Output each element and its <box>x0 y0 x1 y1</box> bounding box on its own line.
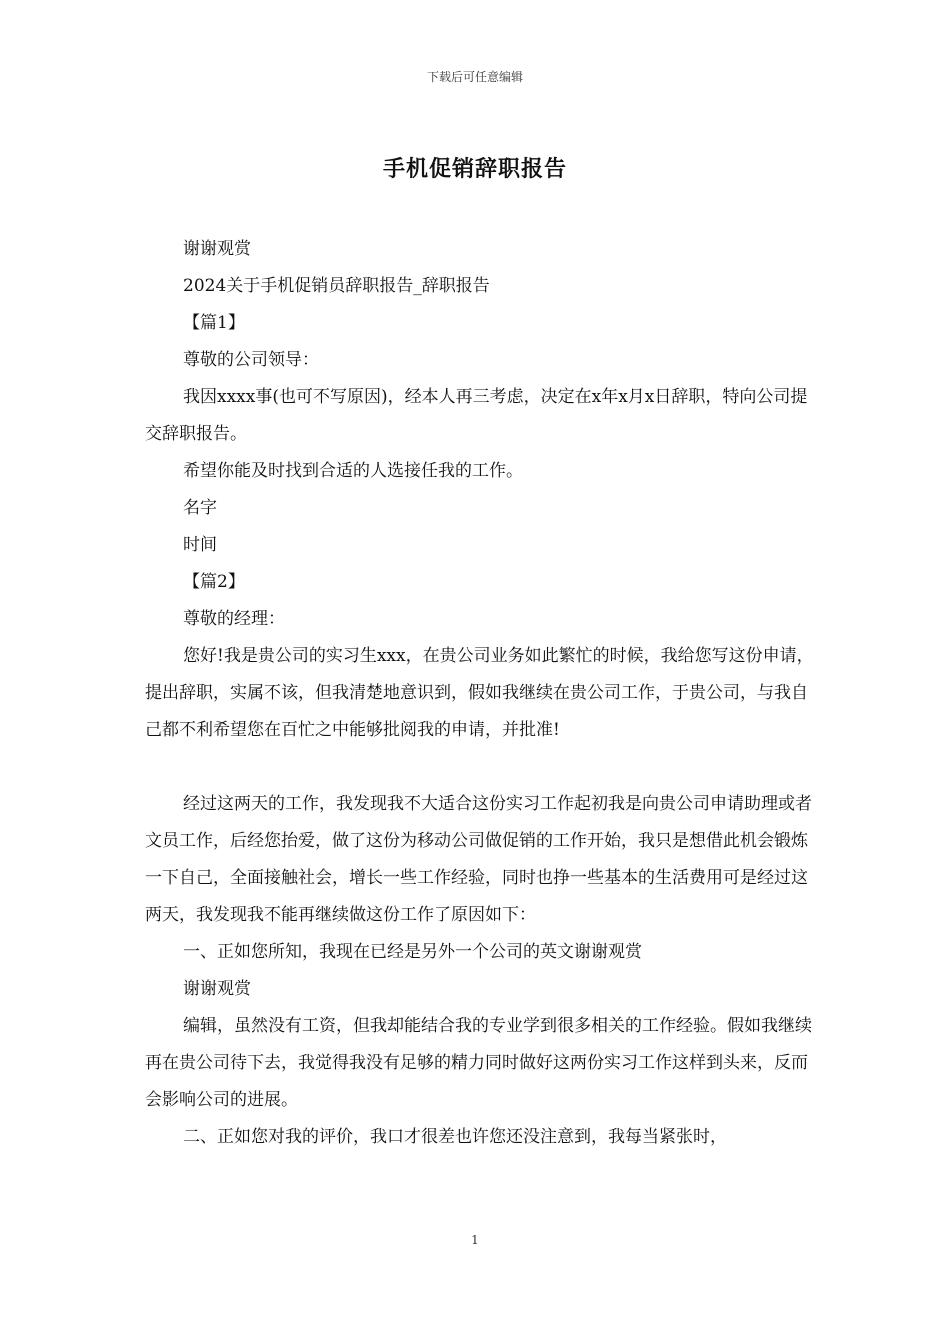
page-number: 1 <box>471 1233 479 1247</box>
document-title: 手机促销辞职报告 <box>382 156 567 182</box>
body-paragraph: 【篇1】 <box>183 313 245 333</box>
page-header: 下载后可任意编辑 <box>426 70 523 84</box>
body-paragraph: 尊敬的公司领导： <box>183 350 319 370</box>
body-paragraph: 我因xxxx事(也可不写原因)，经本人再三考虑，决定在x年x月x日辞职，特向公司提交辞职报告。 <box>145 387 808 444</box>
document-body <box>145 231 815 1156</box>
body-paragraph: 希望你能及时找到合适的人选接任我的工作。 <box>183 461 523 481</box>
body-paragraph: 二、正如您对我的评价，我口才很差也许您还没注意到，我每当紧张时， <box>183 1127 727 1147</box>
body-paragraph: 编辑，虽然没有工资，但我却能结合我的专业学到很多相关的工作经验。假如我继续再在贵公司待下去，我觉得我没有足够的精力同时做好这两份实习工作这样到头来，反而会影响公司的进展。 <box>145 1016 812 1110</box>
body-paragraph: 谢谢观赏 <box>183 979 251 999</box>
body-paragraph: 2024关于手机促销员辞职报告_辞职报告 <box>183 276 490 296</box>
body-paragraph: 谢谢观赏 <box>183 239 251 259</box>
body-paragraph: 尊敬的经理： <box>183 609 285 629</box>
body-paragraph: 您好!我是贵公司的实习生xxx，在贵公司业务如此繁忙的时候，我给您写这份申请，提出辞职，实属不该，但我清楚地意识到，假如我继续在贵公司工作，于贵公司，与我自己都不利希望您在百忙之中能够批阅我的申请，并批准! <box>145 646 814 740</box>
paragraph-spacer <box>145 749 815 786</box>
body-paragraph: 经过这两天的工作，我发现我不大适合这份实习工作起初我是向贵公司申请助理或者文员工作，后经您抬爱，做了这份为移动公司做促销的工作开始，我只是想借此机会锻炼一下自己，全面接触社会，增长一些工作经验，同时也挣一些基本的生活费用可是经过这两天，我发现我不能再继续做这份工作了原因如下： <box>145 794 812 925</box>
body-paragraph: 名字 <box>183 498 217 518</box>
body-paragraph: 【篇2】 <box>183 572 245 592</box>
body-paragraph: 时间 <box>183 535 217 555</box>
body-paragraph: 一、正如您所知，我现在已经是另外一个公司的英文谢谢观赏 <box>183 942 642 962</box>
